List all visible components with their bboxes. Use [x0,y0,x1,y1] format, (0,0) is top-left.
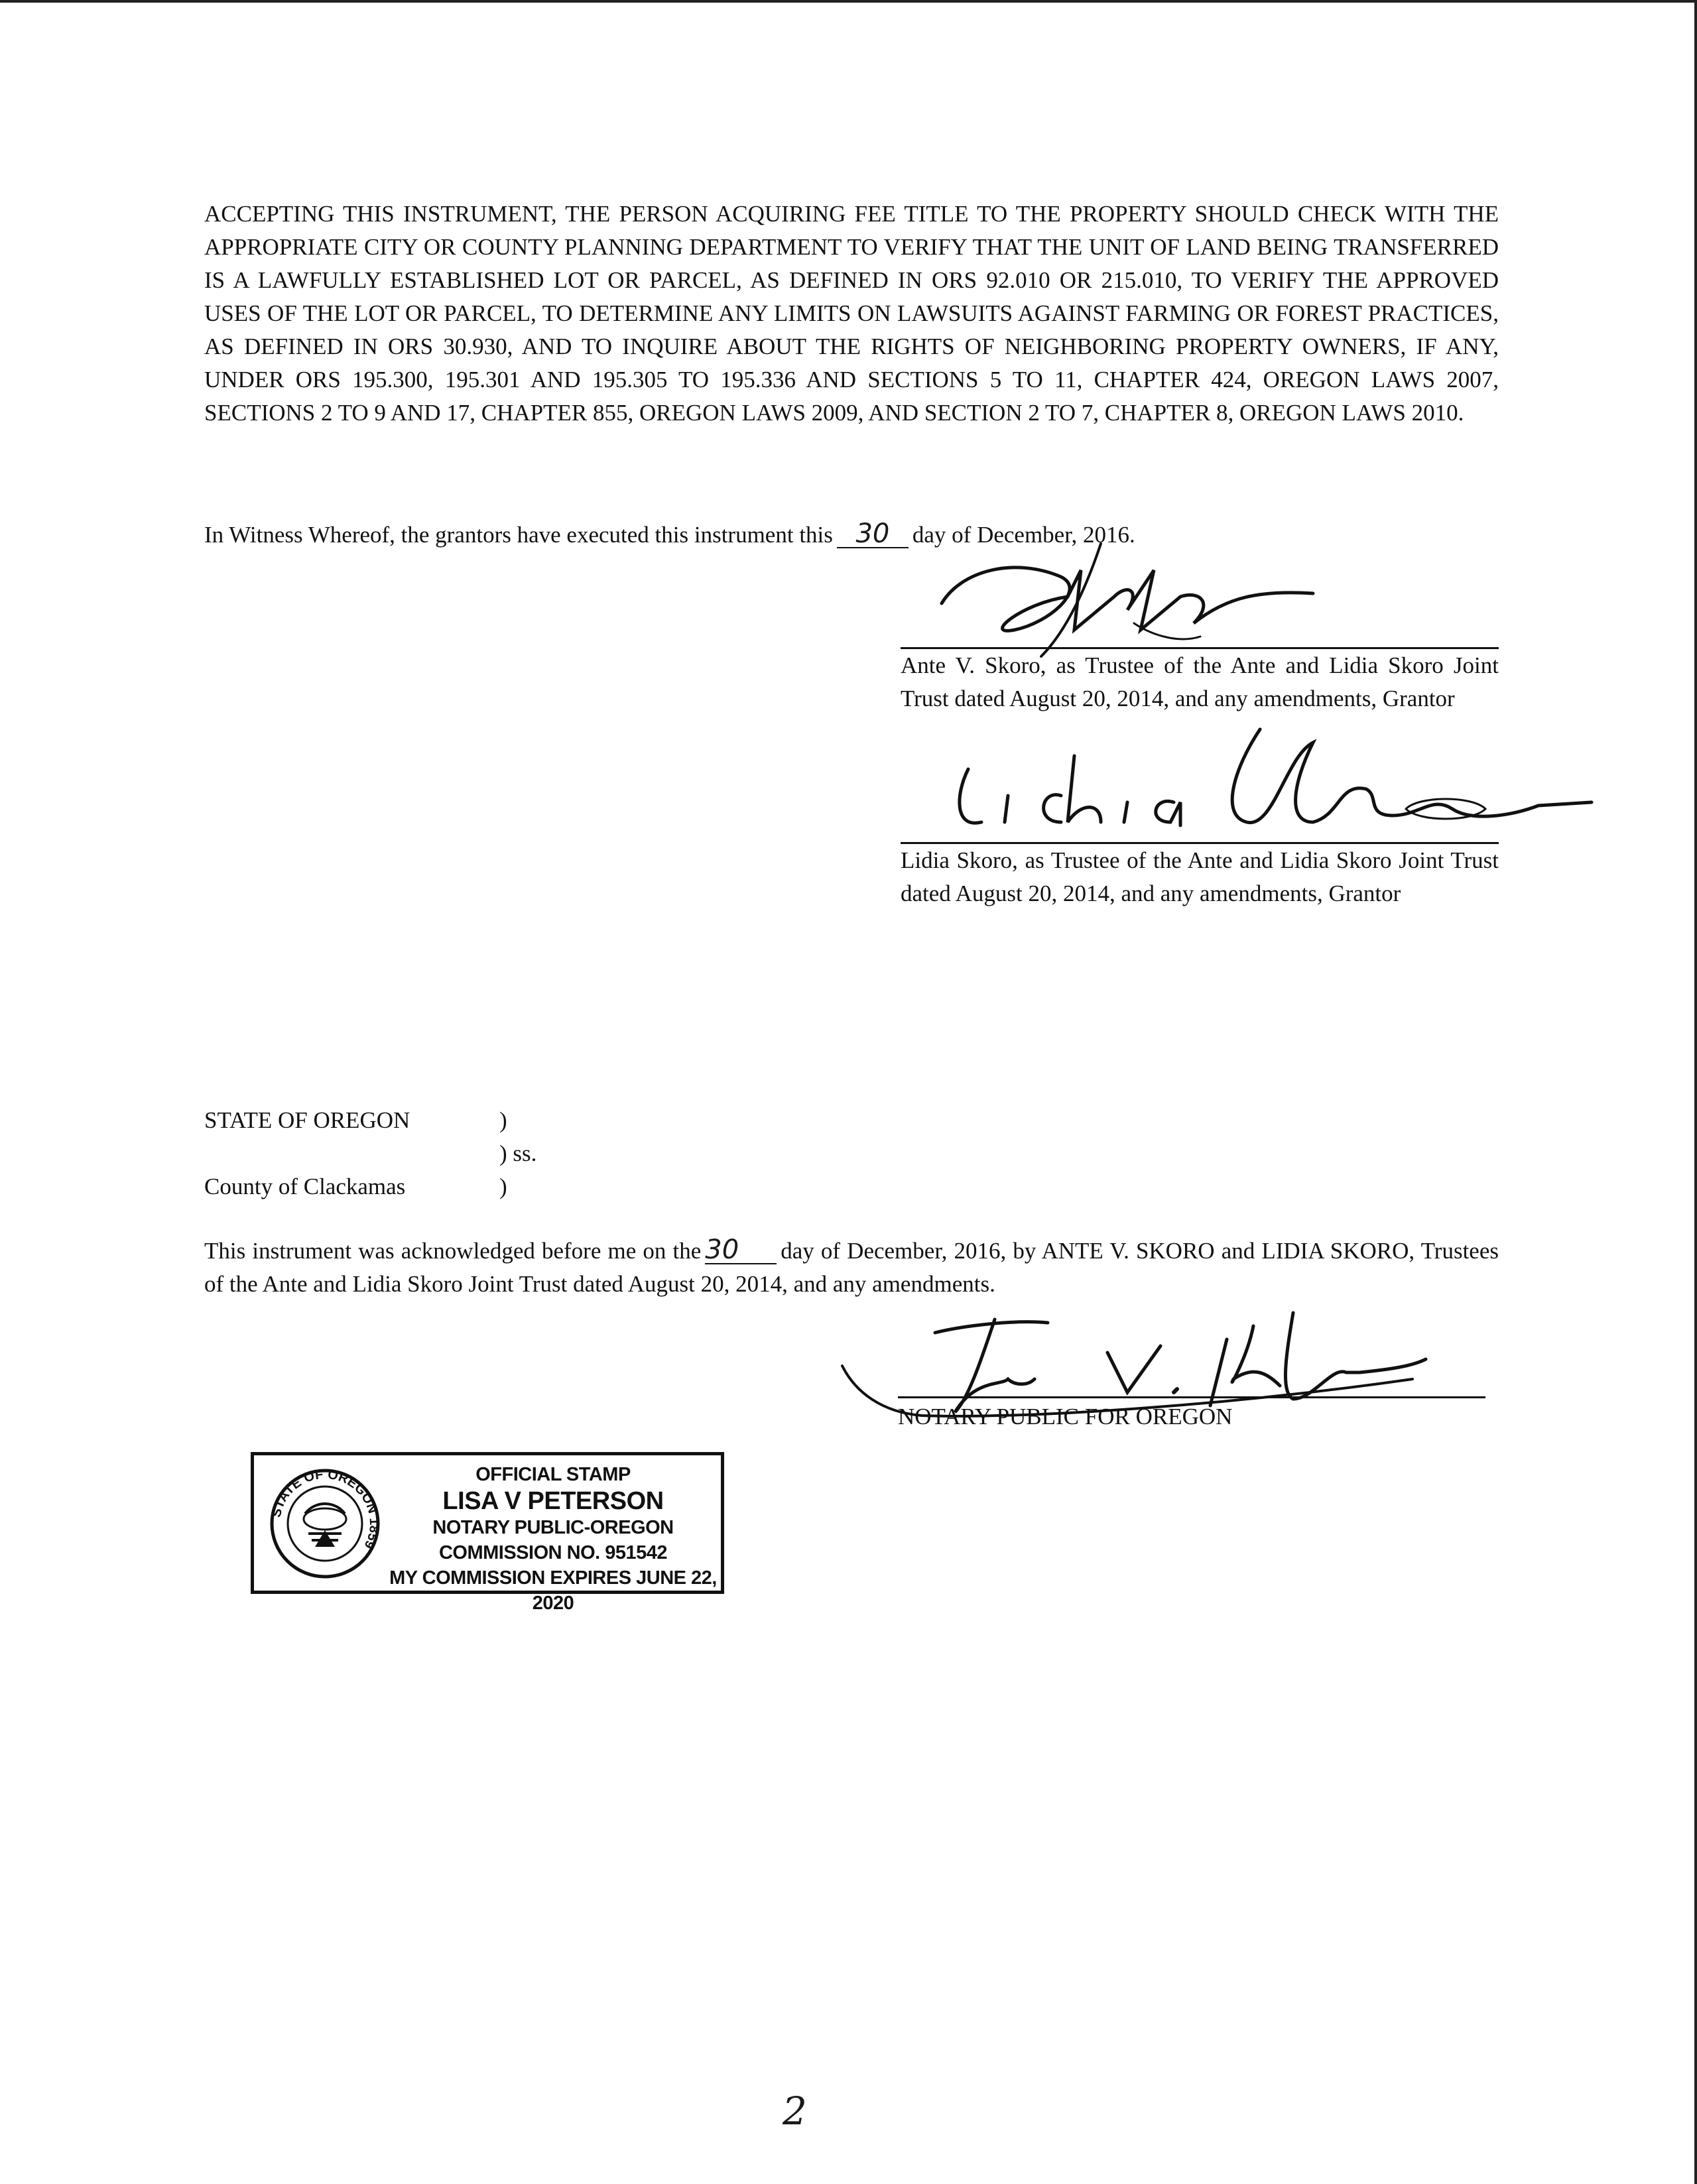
grantor-1-signature-icon [915,530,1340,663]
stamp-text [384,1462,722,1616]
grantor-1-block [901,647,1499,715]
witness-suffix: day of December, 2016. [912,522,1135,548]
venue-paren-close: ) [499,1174,507,1199]
grantor-2-caption: Lidia Skoro, as Trustee of the Ante and Lidia Skoro Joint Trust dated August 20, 2014, and any amendments, Grantor [901,847,1499,906]
venue-block [204,1104,801,1203]
page-edge-right [1694,0,1697,2184]
venue-county-row [204,1170,801,1203]
ack-suffix: day of December, 2016, by ANTE V. SKORO and LIDIA SKORO, Trustees of the Ante and Lidia Skoro Joint Trust dated August 20, 2014, and any amendments. [204,1238,1499,1297]
stamp-title: OFFICIAL STAMP [475,1464,631,1485]
venue-paren-open: ) [499,1107,507,1133]
state-seal-icon [269,1467,381,1580]
venue-state: STATE OF OREGON [204,1107,410,1133]
page-number: 2 [783,2089,807,2134]
venue-state-row [204,1104,801,1137]
grantor-1-caption: Ante V. Skoro, as Trustee of the Ante and Lidia Skoro Joint Trust dated August 20, 2014, and any amendments, Grantor [901,652,1499,711]
svg-text:STATE OF OREGON 1859: STATE OF OREGON 1859 [269,1467,381,1551]
stamp-notary-title: NOTARY PUBLIC-OREGON [432,1517,674,1538]
stamp-commission-expiry: MY COMMISSION EXPIRES JUNE 22, 2020 [389,1567,717,1614]
notary-signature-line [898,1396,1485,1398]
venue-ss-row [204,1137,801,1170]
notary-caption: NOTARY PUBLIC FOR OREGON [898,1404,1233,1429]
acknowledgment-text [204,1235,1499,1301]
grantor-2-block [901,842,1499,910]
ack-day-field[interactable]: 30 [705,1237,777,1264]
ack-prefix: This instrument was acknowledged before me on the [204,1238,702,1264]
venue-county: County of Clackamas [204,1174,406,1199]
witness-prefix: In Witness Whereof, the grantors have executed this instrument this [204,522,833,548]
venue-ss: ) ss. [499,1140,537,1166]
grantor-2-signature-icon [942,716,1592,855]
official-notary-stamp [251,1452,724,1614]
page-edge-top [0,0,1697,3]
witness-day-field[interactable]: 30 [837,520,909,548]
statutory-notice: ACCEPTING THIS INSTRUMENT, THE PERSON ACQUIRING FEE TITLE TO THE PROPERTY SHOULD CHECK WITH THE APPROPRIATE CITY OR COUNTY PLANNING DEPARTMENT TO VERIFY THAT THE UNIT OF LAND BEING TRANSFERRED IS A LAWFULLY ESTABLISHED LOT OR PARCEL, AS DEFINED IN ORS 92.010 OR 215.010, TO VERIFY THE APPROVED USES OF THE LOT OR PARCEL, TO DETERMINE ANY LIMITS ON LAWSUITS AGAINST FARMING OR FOREST PRACTICES, AS DEFINED IN ORS 30.930, AND TO INQUIRE ABOUT THE RIGHTS OF NEIGHBORING PROPERTY OWNERS, IF ANY, UNDER ORS 195.300, 195.301 AND 195.305 TO 195.336 AND SECTIONS 5 TO 11, CHAPTER 424, OREGON LAWS 2007, SECTIONS 2 TO 9 AND 17, CHAPTER 855, OREGON LAWS 2009, AND SECTION 2 TO 7, CHAPTER 8, OREGON LAWS 2010. [204,201,1499,426]
stamp-commission-number: COMMISSION NO. 951542 [438,1542,668,1563]
stamp-notary-name: LISA V PETERSON [442,1487,664,1515]
